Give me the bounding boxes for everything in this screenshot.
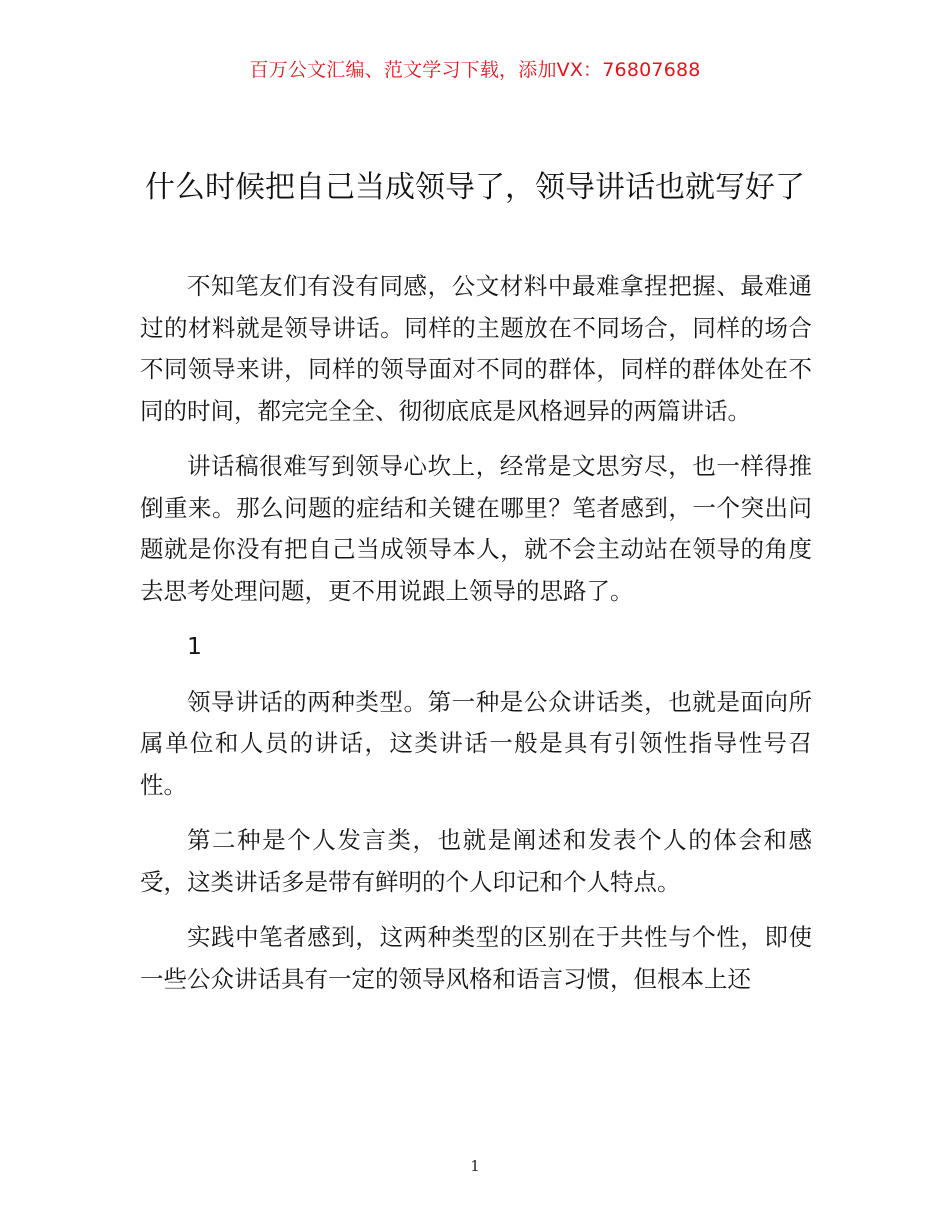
paragraph: 讲话稿很难写到领导心坎上，经常是文思穷尽，也一样得推倒重来。那么问题的症结和关键在哪里？笔者感到，一个突出问题就是你没有把自己当成领导本人，就不会主动站在领导的角度去思考处理问题，更不用说跟上领导的思路了。 (140, 452, 812, 605)
document-title: 什么时候把自己当成领导了，领导讲话也就写好了 (145, 170, 805, 205)
document-body (140, 266, 812, 1014)
page-number: 1 (470, 1157, 480, 1175)
paragraph: 实践中笔者感到，这两种类型的区别在于共性与个性，即使一些公众讲话具有一定的领导风格和语言习惯，但根本上还 (140, 923, 812, 993)
promo-header: 百万公文汇编、范文学习下载，添加VX：76807688 (249, 59, 701, 81)
section-number: 1 (187, 632, 202, 660)
paragraph: 第二种是个人发言类，也就是阐述和发表个人的体会和感受，这类讲话多是带有鲜明的个人印记和个人特点。 (140, 826, 812, 896)
paragraph: 领导讲话的两种类型。第一种是公众讲话类，也就是面向所属单位和人员的讲话，这类讲话一般是具有引领性指导性号召性。 (140, 687, 812, 799)
paragraph: 不知笔友们有没有同感，公文材料中最难拿捏把握、最难通过的材料就是领导讲话。同样的主题放在不同场合，同样的场合不同领导来讲，同样的领导面对不同的群体，同样的群体处在不同的时间，都完完全全、彻彻底底是风格迥异的两篇讲话。 (140, 272, 812, 425)
